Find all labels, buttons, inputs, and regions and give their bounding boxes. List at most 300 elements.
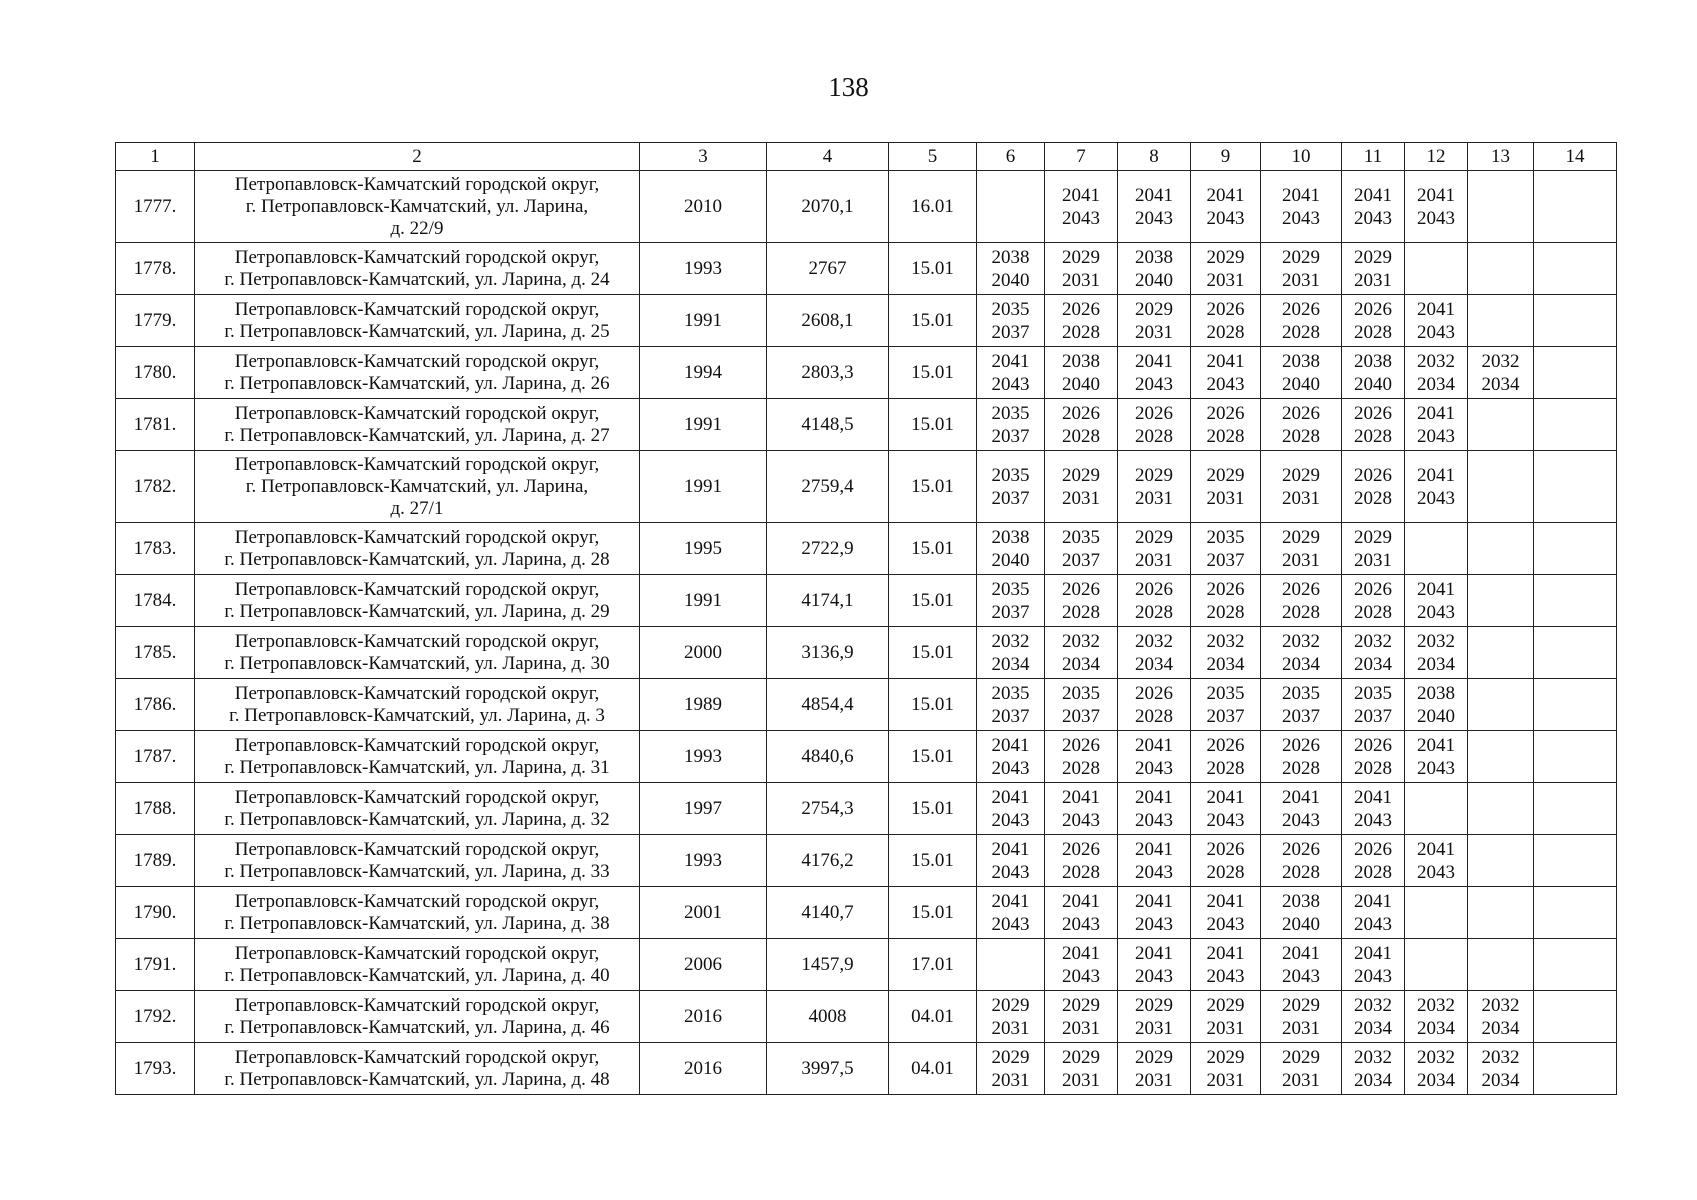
period-year: 2031 xyxy=(1282,269,1320,291)
column-header-12: 12 xyxy=(1405,143,1468,171)
period-cell xyxy=(1534,451,1617,523)
address-line: г. Петропавловск-Камчатский, ул. Ларина, д. 29 xyxy=(224,600,610,622)
period-year: 2031 xyxy=(1282,1069,1320,1091)
period-cell xyxy=(977,1043,1045,1095)
year-built: 2016 xyxy=(640,991,767,1043)
period-year: 2043 xyxy=(991,861,1030,883)
total-area: 2767 xyxy=(767,243,889,295)
period-year: 2034 xyxy=(1481,1017,1520,1039)
period-year: 2028 xyxy=(1354,425,1392,447)
period-cell xyxy=(1191,731,1261,783)
period-year: 2031 xyxy=(1354,549,1392,571)
period-year: 2043 xyxy=(1135,207,1173,229)
column-header-14: 14 xyxy=(1534,143,1617,171)
period-year: 2026 xyxy=(1282,838,1320,860)
period-year: 2029 xyxy=(1062,994,1100,1016)
period-year: 2034 xyxy=(1135,653,1173,675)
period-cell xyxy=(1405,295,1468,347)
row-number: 1780. xyxy=(116,347,195,399)
period-year: 2032 xyxy=(1481,1046,1520,1068)
period-year: 2041 xyxy=(1135,184,1173,206)
row-number: 1784. xyxy=(116,575,195,627)
period-cell xyxy=(1342,399,1405,451)
period-cell xyxy=(1342,523,1405,575)
period-cell xyxy=(1468,887,1534,939)
period-year: 2041 xyxy=(1354,184,1392,206)
period-year: 2043 xyxy=(1417,601,1455,623)
period-cell xyxy=(1045,835,1118,887)
address-cell xyxy=(195,731,640,783)
period-year: 2029 xyxy=(1062,1046,1100,1068)
period-cell xyxy=(1405,679,1468,731)
period-cell xyxy=(1118,991,1191,1043)
period-year: 2026 xyxy=(1354,734,1392,756)
period-year: 2032 xyxy=(1206,630,1245,652)
year-built: 2001 xyxy=(640,887,767,939)
row-number: 1789. xyxy=(116,835,195,887)
period-cell xyxy=(1118,295,1191,347)
year-built: 1991 xyxy=(640,575,767,627)
period-cell xyxy=(1342,575,1405,627)
period-year: 2032 xyxy=(1481,350,1520,372)
period-cell xyxy=(1191,171,1261,243)
period-cell xyxy=(1468,243,1534,295)
period-cell xyxy=(1342,887,1405,939)
address-line: г. Петропавловск-Камчатский, ул. Ларина, д. 40 xyxy=(224,964,610,986)
period-year: 2029 xyxy=(1135,526,1173,548)
period-year: 2035 xyxy=(1282,682,1320,704)
period-cell xyxy=(1191,627,1261,679)
period-year: 2034 xyxy=(1417,1069,1455,1091)
total-area: 2070,1 xyxy=(767,171,889,243)
address-line: Петропавловск-Камчатский городской округ, xyxy=(234,298,600,320)
address-line: Петропавловск-Камчатский городской округ, xyxy=(234,1046,600,1068)
period-cell xyxy=(1405,575,1468,627)
period-year: 2029 xyxy=(1135,1046,1173,1068)
total-area: 4008 xyxy=(767,991,889,1043)
period-year: 2026 xyxy=(1354,298,1392,320)
period-year: 2037 xyxy=(1206,549,1245,571)
type-code: 15.01 xyxy=(889,887,977,939)
address-line: Петропавловск-Камчатский городской округ, xyxy=(234,994,600,1016)
period-cell xyxy=(977,295,1045,347)
address-line: г. Петропавловск-Камчатский, ул. Ларина, д. 25 xyxy=(224,320,610,342)
year-built: 1993 xyxy=(640,835,767,887)
table-row xyxy=(116,1043,1617,1095)
period-year: 2038 xyxy=(1282,890,1320,912)
period-year: 2041 xyxy=(1135,890,1173,912)
period-year: 2031 xyxy=(1282,1017,1320,1039)
total-area: 2803,3 xyxy=(767,347,889,399)
table-row xyxy=(116,887,1617,939)
period-year: 2031 xyxy=(1062,1017,1100,1039)
period-year: 2034 xyxy=(1354,653,1392,675)
table-row xyxy=(116,347,1617,399)
period-cell xyxy=(1191,1043,1261,1095)
address-line: г. Петропавловск-Камчатский, ул. Ларина, д. 3 xyxy=(229,704,605,726)
table-body xyxy=(116,171,1617,1095)
period-year: 2038 xyxy=(1417,682,1455,704)
address-line: г. Петропавловск-Камчатский, ул. Ларина, д. 30 xyxy=(224,652,610,674)
address-line: г. Петропавловск-Камчатский, ул. Ларина, д. 33 xyxy=(224,860,610,882)
period-year: 2029 xyxy=(1062,246,1100,268)
address-line: г. Петропавловск-Камчатский, ул. Ларина, д. 26 xyxy=(224,372,610,394)
period-cell xyxy=(1342,731,1405,783)
period-year: 2037 xyxy=(991,705,1030,727)
period-cell xyxy=(1468,731,1534,783)
table-row xyxy=(116,523,1617,575)
period-year: 2041 xyxy=(1417,578,1455,600)
period-year: 2029 xyxy=(1354,526,1392,548)
address-line: д. 27/1 xyxy=(390,497,444,519)
period-cell xyxy=(1118,451,1191,523)
period-year: 2034 xyxy=(1354,1017,1392,1039)
period-year: 2029 xyxy=(1206,994,1245,1016)
period-cell xyxy=(1191,243,1261,295)
period-year: 2028 xyxy=(1206,321,1245,343)
period-year: 2032 xyxy=(1354,994,1392,1016)
period-cell xyxy=(1191,887,1261,939)
period-year: 2035 xyxy=(991,402,1030,424)
period-year: 2026 xyxy=(1206,298,1245,320)
period-year: 2041 xyxy=(1135,786,1173,808)
total-area: 4176,2 xyxy=(767,835,889,887)
row-number: 1777. xyxy=(116,171,195,243)
period-year: 2043 xyxy=(991,809,1030,831)
address-cell xyxy=(195,887,640,939)
period-year: 2031 xyxy=(1135,487,1173,509)
address-line: г. Петропавловск-Камчатский, ул. Ларина, д. 38 xyxy=(224,912,610,934)
period-year: 2041 xyxy=(1282,942,1320,964)
period-year: 2043 xyxy=(1417,425,1455,447)
period-year: 2029 xyxy=(1062,464,1100,486)
year-built: 1989 xyxy=(640,679,767,731)
period-cell xyxy=(977,835,1045,887)
period-year: 2032 xyxy=(1135,630,1173,652)
period-year: 2032 xyxy=(1481,994,1520,1016)
period-year: 2041 xyxy=(1062,942,1100,964)
period-cell xyxy=(1468,347,1534,399)
period-year: 2037 xyxy=(1062,705,1100,727)
period-year: 2028 xyxy=(1062,861,1100,883)
period-cell xyxy=(1342,627,1405,679)
period-year: 2026 xyxy=(1354,402,1392,424)
period-year: 2043 xyxy=(1354,809,1392,831)
table-row xyxy=(116,575,1617,627)
period-year: 2037 xyxy=(991,487,1030,509)
period-year: 2041 xyxy=(1282,184,1320,206)
period-cell xyxy=(1118,399,1191,451)
period-year: 2038 xyxy=(1135,246,1173,268)
period-cell xyxy=(1342,939,1405,991)
address-line: Петропавловск-Камчатский городской округ, xyxy=(234,402,600,424)
period-year: 2037 xyxy=(1282,705,1320,727)
period-cell xyxy=(977,679,1045,731)
period-year: 2043 xyxy=(1135,373,1173,395)
period-cell xyxy=(1261,991,1342,1043)
period-cell xyxy=(1468,399,1534,451)
period-cell xyxy=(1534,627,1617,679)
period-cell xyxy=(1468,679,1534,731)
period-year: 2026 xyxy=(1135,682,1173,704)
period-year: 2034 xyxy=(1206,653,1245,675)
period-year: 2041 xyxy=(1135,734,1173,756)
address-cell xyxy=(195,171,640,243)
address-line: г. Петропавловск-Камчатский, ул. Ларина, д. 27 xyxy=(224,424,610,446)
period-year: 2041 xyxy=(1206,184,1245,206)
period-year: 2028 xyxy=(1354,487,1392,509)
address-cell xyxy=(195,451,640,523)
total-area: 2722,9 xyxy=(767,523,889,575)
period-year: 2035 xyxy=(1206,682,1245,704)
period-cell xyxy=(1261,523,1342,575)
period-year: 2043 xyxy=(1062,913,1100,935)
period-cell xyxy=(977,243,1045,295)
period-cell xyxy=(1191,523,1261,575)
period-cell xyxy=(1045,939,1118,991)
row-number: 1790. xyxy=(116,887,195,939)
period-cell xyxy=(1045,451,1118,523)
period-year: 2040 xyxy=(1135,269,1173,291)
total-area: 2608,1 xyxy=(767,295,889,347)
period-year: 2041 xyxy=(991,786,1030,808)
period-cell xyxy=(1045,399,1118,451)
address-line: г. Петропавловск-Камчатский, ул. Ларина, д. 32 xyxy=(224,808,610,830)
period-year: 2034 xyxy=(991,653,1030,675)
address-line: Петропавловск-Камчатский городской округ, xyxy=(234,578,600,600)
period-year: 2041 xyxy=(991,838,1030,860)
period-year: 2041 xyxy=(1062,184,1100,206)
period-cell xyxy=(1342,679,1405,731)
period-year: 2035 xyxy=(991,464,1030,486)
period-cell xyxy=(1261,399,1342,451)
period-year: 2043 xyxy=(1062,965,1100,987)
period-year: 2031 xyxy=(1062,269,1100,291)
period-year: 2041 xyxy=(1417,298,1455,320)
address-cell xyxy=(195,835,640,887)
period-year: 2032 xyxy=(1417,350,1455,372)
period-cell xyxy=(1534,399,1617,451)
period-cell xyxy=(1045,243,1118,295)
period-cell xyxy=(1342,171,1405,243)
period-cell xyxy=(1405,835,1468,887)
column-header-4: 4 xyxy=(767,143,889,171)
period-cell xyxy=(1468,575,1534,627)
type-code: 15.01 xyxy=(889,243,977,295)
row-number: 1787. xyxy=(116,731,195,783)
period-year: 2043 xyxy=(1206,965,1245,987)
type-code: 04.01 xyxy=(889,991,977,1043)
period-cell xyxy=(1045,295,1118,347)
period-year: 2040 xyxy=(1282,913,1320,935)
period-cell xyxy=(977,731,1045,783)
period-cell xyxy=(1045,991,1118,1043)
period-year: 2035 xyxy=(1062,526,1100,548)
address-cell xyxy=(195,523,640,575)
period-year: 2043 xyxy=(1135,861,1173,883)
period-cell xyxy=(977,939,1045,991)
address-cell xyxy=(195,627,640,679)
period-year: 2031 xyxy=(1135,321,1173,343)
year-built: 2000 xyxy=(640,627,767,679)
table-row xyxy=(116,783,1617,835)
period-cell xyxy=(1261,783,1342,835)
table-row xyxy=(116,679,1617,731)
period-cell xyxy=(1261,575,1342,627)
period-year: 2029 xyxy=(1135,994,1173,1016)
table-row xyxy=(116,991,1617,1043)
period-cell xyxy=(1534,295,1617,347)
period-cell xyxy=(1534,347,1617,399)
period-year: 2032 xyxy=(1354,630,1392,652)
period-year: 2043 xyxy=(1354,207,1392,229)
column-header-6: 6 xyxy=(977,143,1045,171)
type-code: 15.01 xyxy=(889,731,977,783)
period-cell xyxy=(1405,991,1468,1043)
column-header-1: 1 xyxy=(116,143,195,171)
period-year: 2041 xyxy=(991,890,1030,912)
period-year: 2028 xyxy=(1062,425,1100,447)
year-built: 1991 xyxy=(640,399,767,451)
period-year: 2031 xyxy=(1206,1069,1245,1091)
period-year: 2034 xyxy=(1417,373,1455,395)
total-area: 1457,9 xyxy=(767,939,889,991)
address-line: Петропавловск-Камчатский городской округ, xyxy=(234,682,600,704)
address-line: Петропавловск-Камчатский городской округ, xyxy=(234,453,600,475)
period-year: 2028 xyxy=(1282,425,1320,447)
period-year: 2031 xyxy=(991,1069,1030,1091)
period-year: 2043 xyxy=(1282,965,1320,987)
address-line: Петропавловск-Камчатский городской округ, xyxy=(234,890,600,912)
period-year: 2026 xyxy=(1135,402,1173,424)
period-year: 2026 xyxy=(1062,734,1100,756)
period-cell xyxy=(1534,731,1617,783)
address-cell xyxy=(195,939,640,991)
period-year: 2028 xyxy=(1282,757,1320,779)
period-cell xyxy=(1342,1043,1405,1095)
year-built: 2010 xyxy=(640,171,767,243)
period-cell xyxy=(1118,679,1191,731)
period-year: 2029 xyxy=(1354,246,1392,268)
period-year: 2026 xyxy=(1282,298,1320,320)
year-built: 2016 xyxy=(640,1043,767,1095)
year-built: 1991 xyxy=(640,295,767,347)
period-cell xyxy=(1191,835,1261,887)
type-code: 15.01 xyxy=(889,575,977,627)
period-year: 2028 xyxy=(1354,321,1392,343)
period-cell xyxy=(1045,731,1118,783)
period-cell xyxy=(1468,1043,1534,1095)
period-year: 2031 xyxy=(1206,487,1245,509)
period-year: 2026 xyxy=(1282,734,1320,756)
period-year: 2035 xyxy=(1062,682,1100,704)
period-year: 2029 xyxy=(1282,526,1320,548)
row-number: 1783. xyxy=(116,523,195,575)
row-number: 1778. xyxy=(116,243,195,295)
period-cell xyxy=(1405,171,1468,243)
address-cell xyxy=(195,783,640,835)
column-header-5: 5 xyxy=(889,143,977,171)
row-number: 1786. xyxy=(116,679,195,731)
period-cell xyxy=(1191,783,1261,835)
address-cell xyxy=(195,295,640,347)
period-cell xyxy=(1045,1043,1118,1095)
address-line: Петропавловск-Камчатский городской округ, xyxy=(234,942,600,964)
period-year: 2043 xyxy=(991,757,1030,779)
table-row xyxy=(116,451,1617,523)
period-year: 2034 xyxy=(1417,1017,1455,1039)
period-year: 2043 xyxy=(1417,207,1455,229)
column-header-3: 3 xyxy=(640,143,767,171)
period-cell xyxy=(1261,347,1342,399)
period-year: 2026 xyxy=(1135,578,1173,600)
period-cell xyxy=(1261,1043,1342,1095)
period-cell xyxy=(1534,835,1617,887)
period-year: 2031 xyxy=(1062,487,1100,509)
period-cell xyxy=(1534,1043,1617,1095)
period-cell xyxy=(1261,835,1342,887)
period-year: 2041 xyxy=(1206,350,1245,372)
period-year: 2031 xyxy=(991,1017,1030,1039)
row-number: 1785. xyxy=(116,627,195,679)
address-cell xyxy=(195,399,640,451)
table-row xyxy=(116,399,1617,451)
period-year: 2041 xyxy=(1062,890,1100,912)
period-cell xyxy=(977,171,1045,243)
type-code: 15.01 xyxy=(889,295,977,347)
period-year: 2043 xyxy=(1282,809,1320,831)
period-year: 2037 xyxy=(991,321,1030,343)
period-year: 2041 xyxy=(1417,734,1455,756)
period-year: 2029 xyxy=(1206,1046,1245,1068)
period-year: 2028 xyxy=(1062,321,1100,343)
period-year: 2037 xyxy=(1354,705,1392,727)
address-line: г. Петропавловск-Камчатский, ул. Ларина, xyxy=(245,195,589,217)
year-built: 1994 xyxy=(640,347,767,399)
period-cell xyxy=(1405,451,1468,523)
type-code: 15.01 xyxy=(889,627,977,679)
period-year: 2043 xyxy=(1135,809,1173,831)
period-cell xyxy=(1534,523,1617,575)
period-cell xyxy=(977,991,1045,1043)
period-cell xyxy=(1342,991,1405,1043)
year-built: 2006 xyxy=(640,939,767,991)
period-year: 2032 xyxy=(1354,1046,1392,1068)
period-cell xyxy=(1534,575,1617,627)
period-cell xyxy=(1534,939,1617,991)
period-cell xyxy=(1405,347,1468,399)
period-year: 2041 xyxy=(1417,184,1455,206)
period-cell xyxy=(1468,627,1534,679)
period-year: 2032 xyxy=(1062,630,1100,652)
type-code: 15.01 xyxy=(889,679,977,731)
period-year: 2041 xyxy=(1206,890,1245,912)
type-code: 15.01 xyxy=(889,523,977,575)
total-area: 2759,4 xyxy=(767,451,889,523)
housing-registry-table xyxy=(115,142,1617,1095)
column-header-13: 13 xyxy=(1468,143,1534,171)
period-year: 2026 xyxy=(1062,298,1100,320)
period-year: 2031 xyxy=(1135,549,1173,571)
address-line: Петропавловск-Камчатский городской округ, xyxy=(234,838,600,860)
table-row xyxy=(116,835,1617,887)
period-cell xyxy=(1191,991,1261,1043)
address-cell xyxy=(195,1043,640,1095)
period-cell xyxy=(977,887,1045,939)
period-year: 2043 xyxy=(1206,913,1245,935)
period-cell xyxy=(1118,835,1191,887)
row-number: 1779. xyxy=(116,295,195,347)
